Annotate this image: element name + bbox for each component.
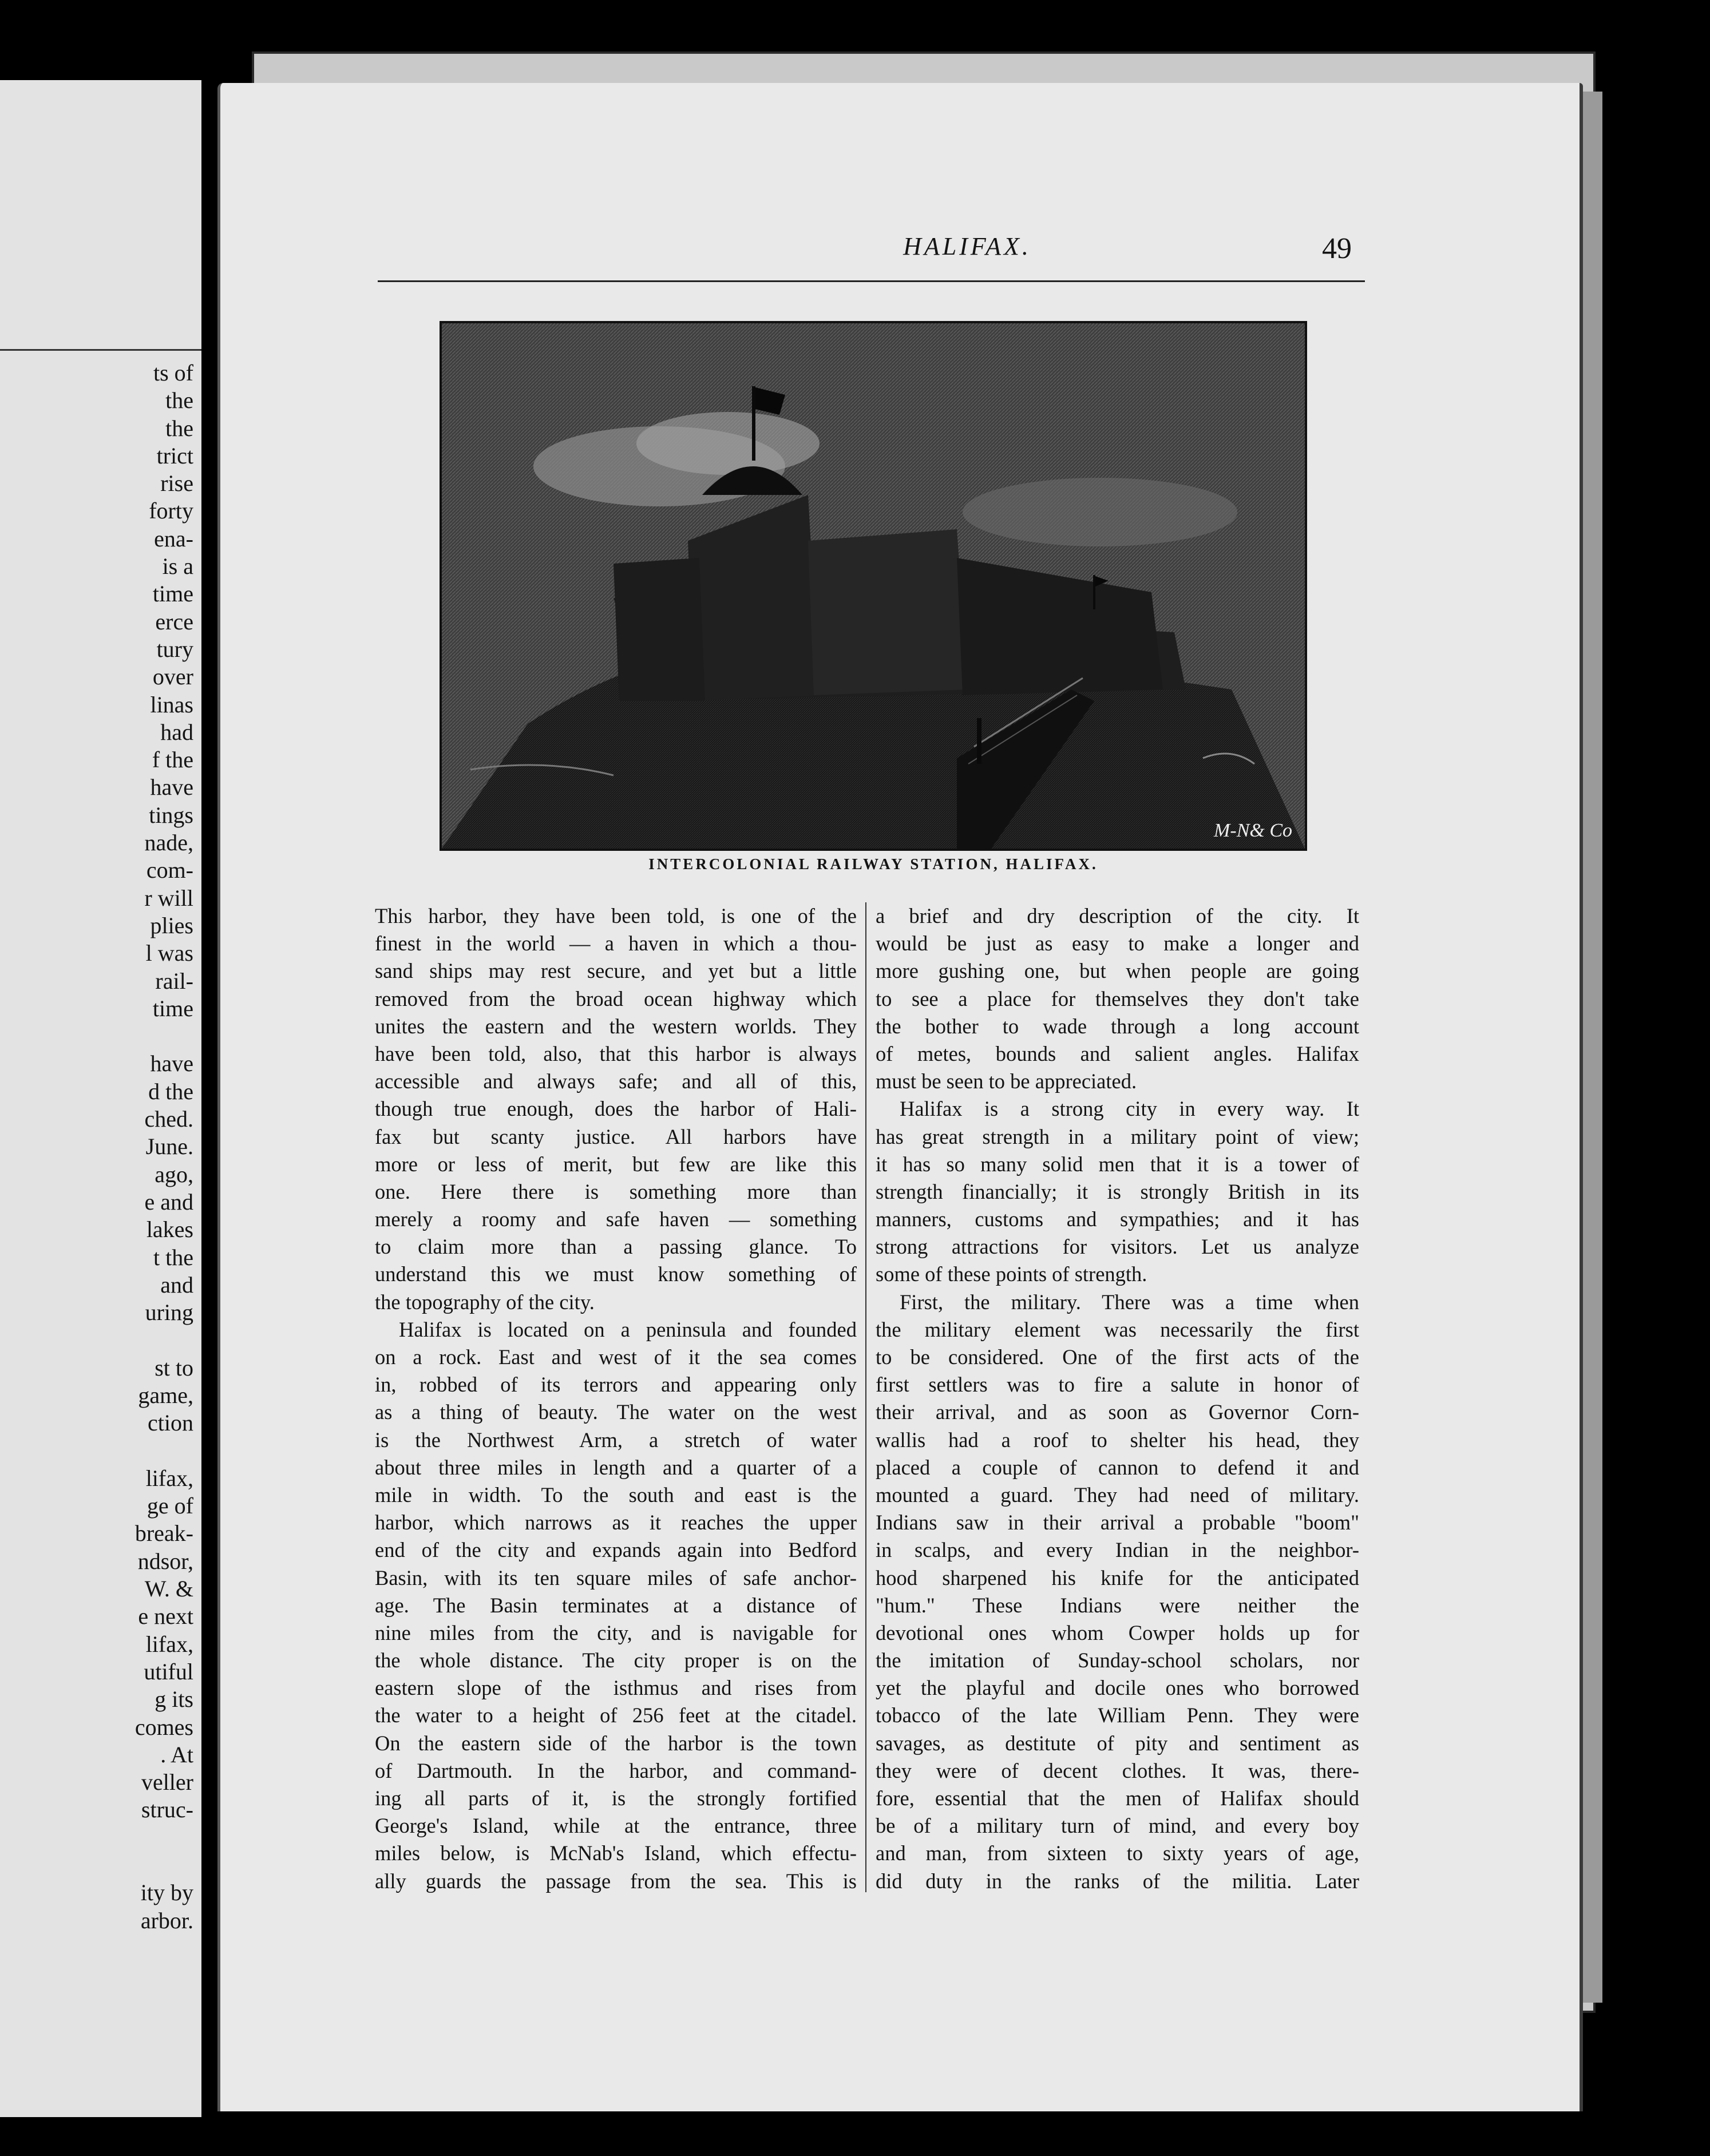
text-line: end of the city and expands again into Bedford <box>375 1538 857 1562</box>
text-line: in scalps, and every Indian in the neighbor- <box>876 1538 1359 1562</box>
facing-page-line: utiful <box>144 1658 193 1685</box>
facing-page-line: rise <box>160 470 193 497</box>
text-line: harbor, which narrows as it reaches the upper <box>375 1511 857 1535</box>
facing-page-line: uring <box>145 1299 193 1326</box>
facing-page-line: nade, <box>144 830 193 856</box>
facing-page-line: ction <box>148 1410 193 1436</box>
facing-page-line: l was <box>145 940 193 966</box>
facing-page-line: . At <box>160 1741 193 1767</box>
text-line: finest in the world — a haven in which a thou- <box>375 932 857 956</box>
text-line: nine miles from the city, and is navigable for <box>375 1620 857 1644</box>
facing-page-line: r will <box>144 885 193 911</box>
facing-page-line: lifax, <box>145 1631 193 1657</box>
facing-page-line: time <box>152 581 193 607</box>
facing-page-line: ena- <box>154 525 193 552</box>
running-head: HALIFAX. <box>903 232 1031 260</box>
text-line: more or less of merit, but few are like this <box>375 1152 857 1176</box>
text-line: one. Here there is something more than <box>375 1179 857 1203</box>
text-line: first settlers was to fire a salute in honor of <box>876 1373 1359 1397</box>
text-line: more gushing one, but when people are going <box>876 959 1359 983</box>
text-line: and man, from sixteen to sixty years of age, <box>876 1841 1359 1865</box>
book-page <box>217 83 1583 2111</box>
facing-page-line: trict <box>156 442 193 469</box>
facing-page-line: e and <box>144 1188 193 1215</box>
facing-page-text-fragments <box>0 359 193 1935</box>
text-line: merely a roomy and safe haven — something <box>375 1207 857 1231</box>
facing-page-line: ndsor, <box>137 1548 193 1574</box>
facing-page-line: erce <box>155 608 193 635</box>
facing-page-line: veller <box>141 1769 193 1796</box>
facing-page-line: the <box>165 415 193 441</box>
text-line: tobacco of the late William Penn. They were <box>876 1703 1359 1727</box>
text-line: removed from the broad ocean highway which <box>375 986 857 1010</box>
facing-page-line: have <box>150 1051 193 1077</box>
text-line: placed a couple of cannon to defend it and <box>876 1455 1359 1479</box>
facing-page-line: the <box>165 387 193 414</box>
facing-page-line: linas <box>150 691 193 718</box>
facing-page-line: June. <box>145 1134 193 1160</box>
text-line: some of these points of strength. <box>876 1262 1147 1286</box>
page-number: 49 <box>1322 232 1352 265</box>
text-line: eastern slope of the isthmus and rises from <box>375 1676 857 1700</box>
text-line: Halifax is located on a peninsula and founded <box>399 1317 857 1341</box>
facing-page-line: com- <box>146 857 193 883</box>
text-line: of metes, bounds and salient angles. Halifax <box>876 1041 1359 1065</box>
facing-page-line: have <box>150 774 193 800</box>
text-line: the bother to wade through a long account <box>876 1014 1359 1038</box>
facing-page-line: ts of <box>153 360 193 386</box>
text-line: on a rock. East and west of it the sea comes <box>375 1345 857 1369</box>
text-line: sand ships may rest secure, and yet but a little <box>375 959 857 983</box>
engraving-railway-station <box>440 321 1307 851</box>
text-line: their arrival, and as soon as Governor Corn- <box>876 1400 1359 1424</box>
text-column-left <box>375 902 857 1895</box>
text-line: understand this we must know something of <box>375 1262 857 1286</box>
facing-page-line: tings <box>149 802 193 828</box>
text-line: manners, customs and sympathies; and it has <box>876 1207 1359 1231</box>
engraver-signature: M-N& Co <box>1214 820 1292 841</box>
facing-page-line: ago, <box>155 1161 193 1187</box>
facing-page-line: over <box>152 664 193 690</box>
facing-page-left <box>0 80 201 2117</box>
text-line: fax but scanty justice. All harbors have <box>375 1124 857 1148</box>
text-line: to claim more than a passing glance. To <box>375 1235 857 1259</box>
figure-caption: INTERCOLONIAL RAILWAY STATION, HALIFAX. <box>648 855 1098 873</box>
facing-page-line: ched. <box>144 1106 193 1132</box>
text-line: devotional ones whom Cowper holds up for <box>876 1620 1359 1644</box>
text-line: be of a military turn of mind, and every boy <box>876 1814 1359 1838</box>
text-line: ally guards the passage from the sea. This is <box>375 1869 857 1893</box>
engraving-artwork <box>442 323 1305 849</box>
facing-page-line: d the <box>148 1078 193 1104</box>
text-line: wallis had a roof to shelter his head, they <box>876 1428 1359 1452</box>
book-gutter <box>201 80 217 2117</box>
facing-page-line: W. & <box>144 1576 193 1602</box>
text-column-right <box>876 902 1359 1895</box>
text-line: First, the military. There was a time when <box>900 1290 1359 1314</box>
text-line: accessible and always safe; and all of this, <box>375 1069 857 1093</box>
text-line: the topography of the city. <box>375 1290 595 1314</box>
facing-page-line: rail- <box>155 968 193 994</box>
facing-page-header-rule <box>0 349 201 351</box>
text-line: "hum." These Indians were neither the <box>876 1593 1359 1617</box>
text-line: savages, as destitute of pity and sentiment as <box>876 1731 1359 1755</box>
facing-page-line: arbor. <box>140 1907 193 1933</box>
facing-page-line <box>0 1022 193 1050</box>
text-line: as a thing of beauty. The water on the west <box>375 1400 857 1424</box>
text-line: strong attractions for visitors. Let us analyze <box>876 1235 1359 1259</box>
text-line: mounted a guard. They had need of military. <box>876 1483 1359 1507</box>
facing-page-line: time <box>152 995 193 1021</box>
text-line: fore, essential that the men of Halifax should <box>876 1786 1359 1810</box>
text-line: it has so many solid men that it is a tower of <box>876 1152 1359 1176</box>
facing-page-line: tury <box>156 636 193 662</box>
text-line: though true enough, does the harbor of Hali- <box>375 1097 857 1121</box>
text-line: Basin, with its ten square miles of safe anchor- <box>375 1566 857 1590</box>
text-line: age. The Basin terminates at a distance of <box>375 1593 857 1617</box>
page-header <box>220 232 1580 278</box>
facing-page-line: g its <box>155 1686 193 1713</box>
text-line: ing all parts of it, is the strongly fortified <box>375 1786 857 1810</box>
text-line: to be considered. One of the first acts of the <box>876 1345 1359 1369</box>
facing-page-line <box>0 1824 193 1852</box>
facing-page-line <box>0 1437 193 1465</box>
text-line: in, robbed of its terrors and appearing only <box>375 1373 857 1397</box>
text-line: to see a place for themselves they don't take <box>876 986 1359 1010</box>
text-line: This harbor, they have been told, is one of the <box>375 904 857 928</box>
facing-page-line: and <box>160 1271 193 1298</box>
text-line: Indians saw in their arrival a probable "boom" <box>876 1511 1359 1535</box>
text-line: On the eastern side of the harbor is the town <box>375 1731 857 1755</box>
text-line: the imitation of Sunday-school scholars, nor <box>876 1648 1359 1673</box>
column-divider <box>865 902 866 1892</box>
text-line: about three miles in length and a quarter of a <box>375 1455 857 1479</box>
facing-page-line: lifax, <box>145 1465 193 1491</box>
facing-page-line: ity by <box>140 1880 193 1906</box>
facing-page-line: break- <box>134 1520 193 1547</box>
text-line: has great strength in a military point of view; <box>876 1124 1359 1148</box>
text-line: would be just as easy to make a longer and <box>876 932 1359 956</box>
text-line: mile in width. To the south and east is the <box>375 1483 857 1507</box>
facing-page-line: t the <box>153 1244 193 1270</box>
text-line: Halifax is a strong city in every way. It <box>900 1097 1359 1121</box>
text-line: strength financially; it is strongly British in its <box>876 1179 1359 1203</box>
facing-page-line: had <box>160 719 193 745</box>
facing-page-line: forty <box>149 498 193 524</box>
text-line: a brief and dry description of the city. It <box>876 904 1359 928</box>
text-line: George's Island, while at the entrance, three <box>375 1814 857 1838</box>
facing-page-line: st to <box>155 1354 193 1381</box>
text-line: the military element was necessarily the first <box>876 1317 1359 1341</box>
text-line: unites the eastern and the western worlds. They <box>375 1014 857 1038</box>
text-line: the water to a height of 256 feet at the citadel. <box>375 1703 857 1727</box>
facing-page-line: is a <box>162 553 193 580</box>
header-rule <box>378 280 1365 282</box>
facing-page-line <box>0 1326 193 1354</box>
text-line: must be seen to be appreciated. <box>876 1069 1137 1093</box>
text-line: did duty in the ranks of the militia. Later <box>876 1869 1359 1893</box>
text-line: have been told, also, that this harbor is always <box>375 1041 857 1065</box>
facing-page-line: ge of <box>147 1493 193 1519</box>
facing-page-line: game, <box>138 1382 193 1408</box>
facing-page-line: lakes <box>146 1216 193 1243</box>
facing-page-line: plies <box>150 912 193 938</box>
text-line: hood sharpened his knife for the anticipated <box>876 1566 1359 1590</box>
text-line: is the Northwest Arm, a stretch of water <box>375 1428 857 1452</box>
facing-page-line: f the <box>152 747 193 773</box>
facing-page-line: e next <box>138 1603 193 1630</box>
text-line: yet the playful and docile ones who borrowed <box>876 1676 1359 1700</box>
text-line: they were of decent clothes. It was, there- <box>876 1758 1359 1782</box>
facing-page-line: struc- <box>141 1797 193 1823</box>
facing-page-line <box>0 1852 193 1879</box>
facing-page-line: comes <box>134 1714 193 1740</box>
text-line: the whole distance. The city proper is on the <box>375 1648 857 1673</box>
text-line: of Dartmouth. In the harbor, and command- <box>375 1758 857 1782</box>
text-line: miles below, is McNab's Island, which effectu- <box>375 1841 857 1865</box>
